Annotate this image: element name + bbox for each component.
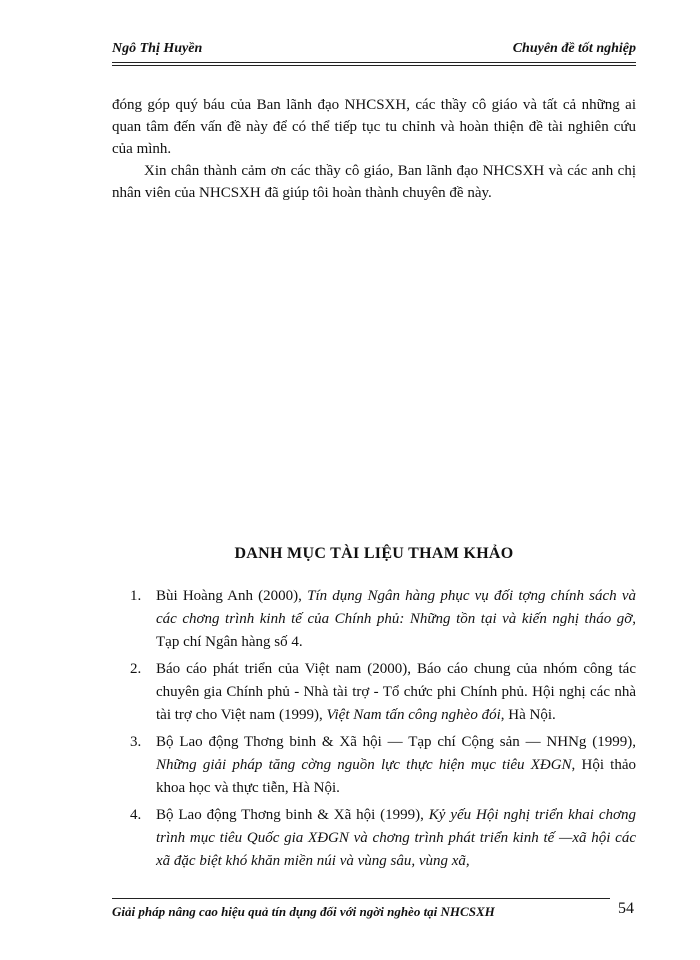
header-rule-thin xyxy=(112,65,636,66)
reference-item xyxy=(130,804,636,873)
page-header xyxy=(112,41,636,61)
paragraph-2: Xin chân thành cảm ơn các thầy cô giáo, Ban lãnh đạo NHCSXH và các anh chị nhân viên của NHCSXH đã giúp tôi hoàn thành chuyên đề này. xyxy=(112,163,636,201)
footer-rule xyxy=(112,898,610,899)
header-rule xyxy=(112,62,636,63)
reference-number: 2. xyxy=(130,661,142,677)
header-doc-type: Chuyên đề tốt nghiệp xyxy=(512,41,636,56)
reference-item xyxy=(130,731,636,800)
references-list xyxy=(130,585,636,877)
reference-italic-title: Tín dụng Ngân hàng phục vụ đối tợng chính sách và các chơng trình kinh tế của Chính phủ: Những tồn tại và kiến nghị tháo gỡ xyxy=(156,588,636,627)
reference-text-end: , Hà Nội. xyxy=(500,707,556,723)
reference-italic-title: Việt Nam tấn công nghèo đói xyxy=(326,707,501,723)
header-author: Ngô Thị Huyền xyxy=(112,41,203,56)
footer-title: Giải pháp nâng cao hiệu quả tín dụng đối với ngời nghèo tại NHCSXH xyxy=(112,904,495,919)
page-number: 54 xyxy=(618,900,634,917)
reference-italic-title: Những giải pháp tăng cờng nguồn lực thực hiện mục tiêu XĐGN xyxy=(156,757,572,773)
reference-text: Bùi Hoàng Anh (2000), xyxy=(156,588,308,604)
paragraph-1: đóng góp quý báu của Ban lãnh đạo NHCSXH, các thầy cô giáo và tất cả những ai quan tâm đến vấn đề này để có thể tiếp tục tu chỉnh và hoàn thiện đề tài nghiên cứu của mình. xyxy=(112,97,636,157)
reference-number: 1. xyxy=(130,588,142,604)
reference-text: Báo cáo phát triển của Việt nam (2000), Báo cáo chung của nhóm công tác chuyên gia Chính phủ - Nhà tài trợ - Tổ chức phi Chính phủ. Hội nghị các nhà tài trợ cho Việt nam (1999), xyxy=(156,661,636,723)
reference-item xyxy=(130,658,636,727)
reference-text-end: , Tạp chí Ngân hàng số 4. xyxy=(156,611,636,650)
reference-text-end: , Hội thảo khoa học và thực tiễn, Hà Nội. xyxy=(156,757,636,796)
reference-item xyxy=(130,585,636,654)
reference-text: Bộ Lao động Thơng binh & Xã hội (1999), xyxy=(156,807,429,823)
reference-text: Bộ Lao động Thơng binh & Xã hội — Tạp chí Cộng sản — NHNg (1999), xyxy=(156,734,636,750)
reference-italic-title: Kỷ yếu Hội nghị triển khai chơng trình mục tiêu Quốc gia XĐGN và chơng trình phát triển kinh tế —xã hội các xã đặc biệt khó khăn miền núi và vùng sâu, vùng xã, xyxy=(156,807,637,869)
reference-number: 4. xyxy=(130,807,142,823)
references-title: DANH MỤC TÀI LIỆU THAM KHẢO xyxy=(234,545,514,562)
reference-number: 3. xyxy=(130,734,142,750)
